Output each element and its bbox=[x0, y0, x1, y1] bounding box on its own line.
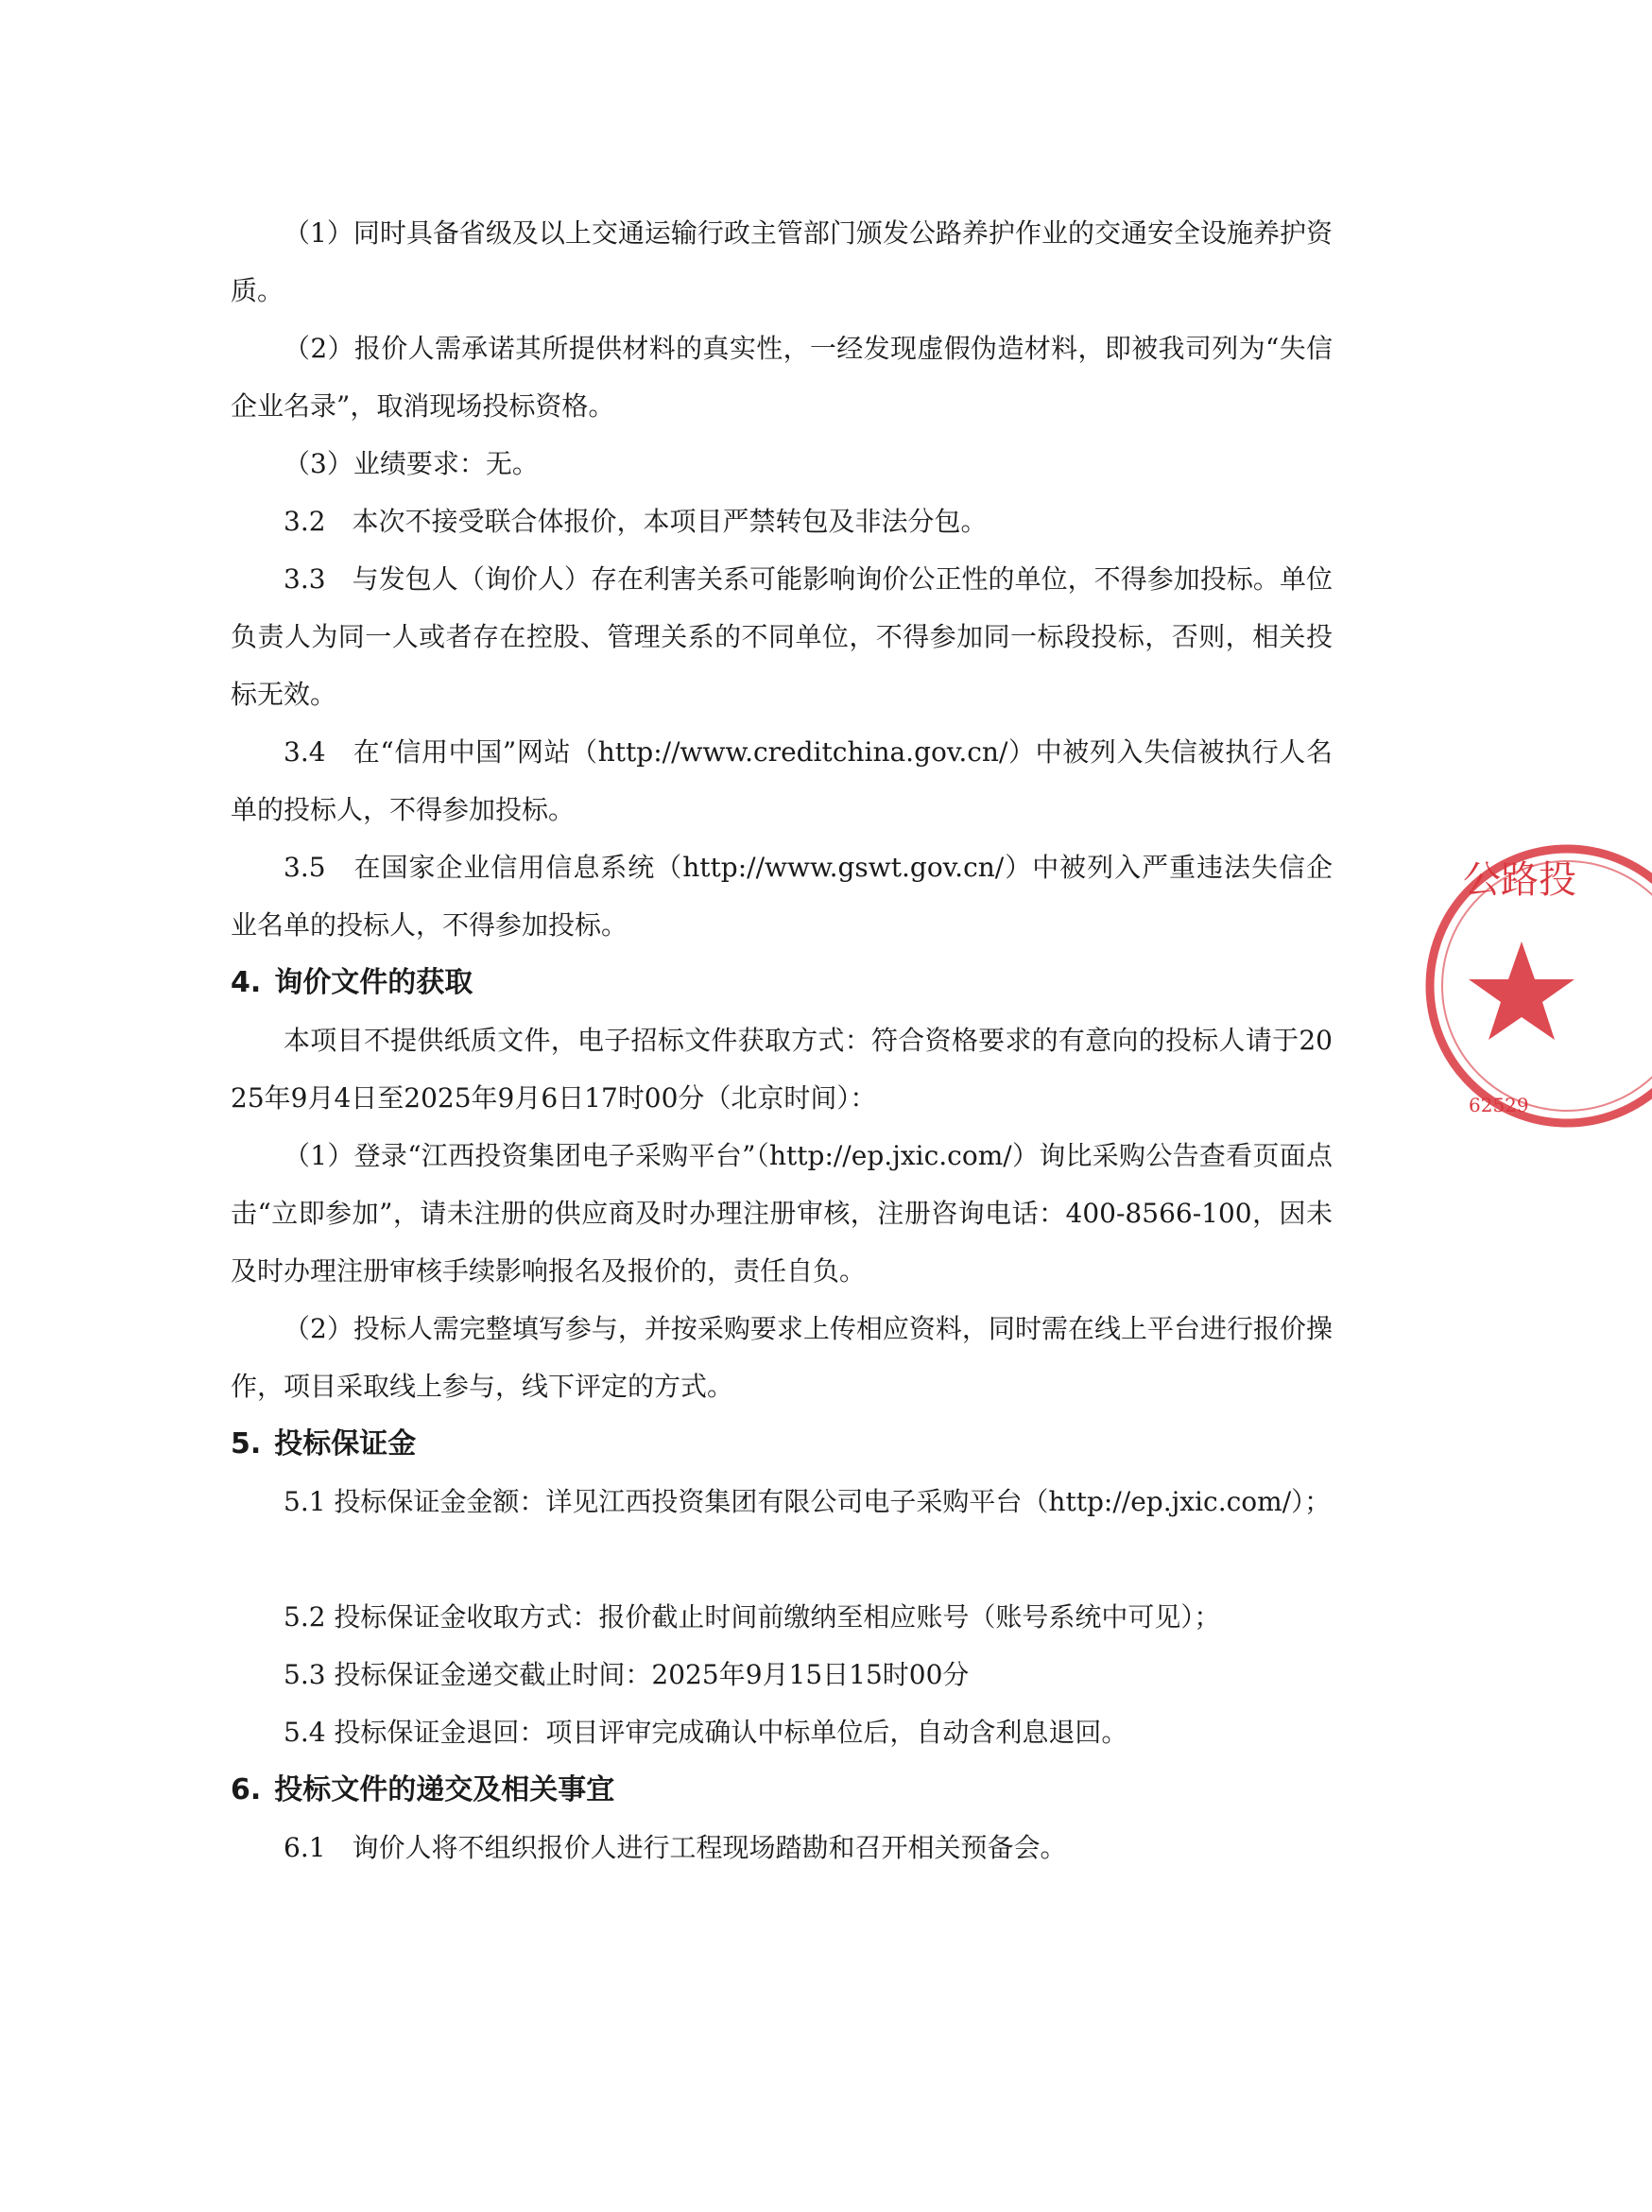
paragraph-platform-login: （1）登录“江西投资集团电子采购平台”（http://ep.jxic.com/）询比采购公告查看页面点击“立即参加”，请未注册的供应商及时办理注册审核，注册咨询电话：400-8566-100，因未及时办理注册审核手续影响报名及报价的，责任自负。 bbox=[231, 1140, 1333, 1287]
paragraph-6-1: 6.1 询价人将不组织报价人进行工程现场踏勘和召开相关预备会。 bbox=[284, 1832, 1067, 1863]
section-title: 投标保证金 bbox=[274, 1427, 417, 1460]
paragraph-5-4: 5.4 投标保证金退回：项目评审完成确认中标单位后，自动含利息退回。 bbox=[284, 1717, 1128, 1748]
paragraph-qualification-1: （1）同时具备省级及以上交通运输行政主管部门颁发公路养护作业的交通安全设施养护资质。 bbox=[231, 217, 1333, 306]
paragraph-online-quote: （2）投标人需完整填写参与，并按采购要求上传相应资料，同时需在线上平台进行报价操作，项目采取线上参与，线下评定的方式。 bbox=[231, 1313, 1333, 1402]
section-number: 6. bbox=[231, 1773, 262, 1806]
company-seal-icon bbox=[1425, 830, 1652, 1142]
section-heading-4 bbox=[231, 954, 1333, 1011]
paragraph-3-2: 3.2 本次不接受联合体报价，本项目严禁转包及非法分包。 bbox=[284, 506, 988, 537]
section-number: 5. bbox=[231, 1427, 262, 1460]
paragraph-3-5: 3.5 在国家企业信用信息系统（http://www.gswt.gov.cn/）中被列入严重违法失信企业名单的投标人，不得参加投标。 bbox=[231, 852, 1333, 941]
paragraph-qualification-2: （2）报价人需承诺其所提供材料的真实性，一经发现虚假伪造材料，即被我司列为“失信企业名录”，取消现场投标资格。 bbox=[231, 333, 1333, 422]
paragraph-qualification-3: （3）业绩要求：无。 bbox=[284, 448, 539, 479]
section-heading-6 bbox=[231, 1761, 1333, 1819]
section-heading-5 bbox=[231, 1415, 1333, 1473]
section-title: 询价文件的获取 bbox=[274, 966, 473, 999]
seal-text-bottom: 62529 bbox=[1469, 1094, 1529, 1116]
seal-text-top: 公路投 bbox=[1463, 858, 1576, 902]
paragraph-5-3: 5.3 投标保证金递交截止时间：2025年9月15日15时00分 bbox=[284, 1659, 970, 1690]
section-number: 4. bbox=[231, 966, 262, 999]
paragraph-3-3: 3.3 与发包人（询价人）存在利害关系可能影响询价公正性的单位，不得参加投标。单位负责人为同一人或者存在控股、管理关系的不同单位，不得参加同一标段投标，否则，相关投标无效。 bbox=[231, 563, 1333, 710]
paragraph-5-2: 5.2 投标保证金收取方式：报价截止时间前缴纳至相应账号（账号系统中可见）； bbox=[284, 1601, 1221, 1633]
paragraph-document-acquisition: 本项目不提供纸质文件，电子招标文件获取方式：符合资格要求的有意向的投标人请于2025年9月4日至2025年9月6日17时00分（北京时间）： bbox=[231, 1025, 1333, 1114]
paragraph-5-1: 5.1 投标保证金金额：详见江西投资集团有限公司电子采购平台（http://ep.jxic.com/）； bbox=[284, 1486, 1332, 1517]
section-title: 投标文件的递交及相关事宜 bbox=[274, 1773, 615, 1806]
paragraph-3-4: 3.4 在“信用中国”网站（http://www.creditchina.gov.cn/）中被列入失信被执行人名单的投标人，不得参加投标。 bbox=[231, 736, 1333, 825]
